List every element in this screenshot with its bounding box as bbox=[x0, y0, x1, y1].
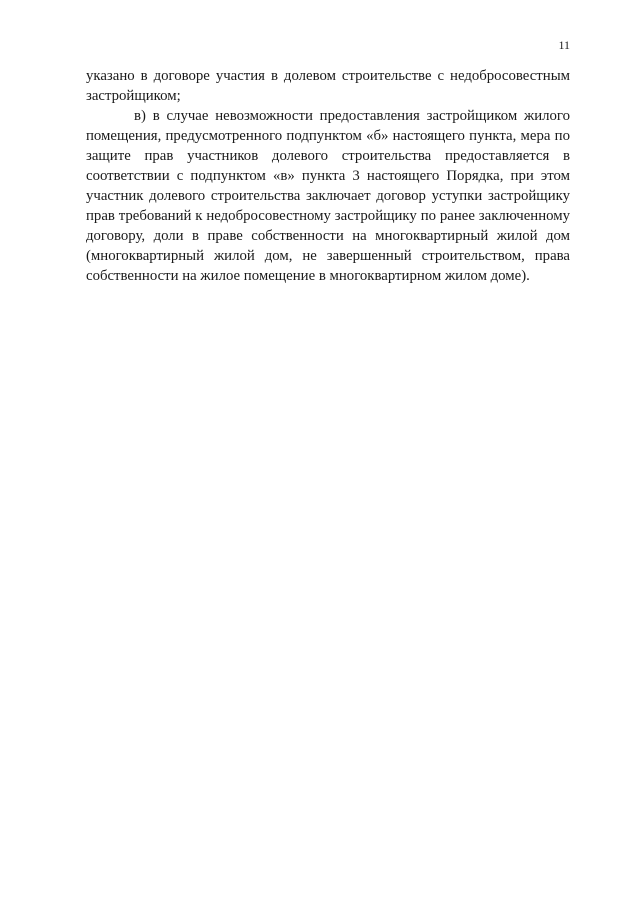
paragraph-item-v: в) в случае невозможности предоставления застройщиком жилого помещения, предусмотренного подпунктом «б» настоящего пункта, мера по защите прав участников долевого строительства предоставляется в соответствии с подпунктом «в» пункта 3 настоящего Порядка, при этом участник долевого строительства заключает договор уступки застройщику прав требований к недобросовестному застройщику по ранее заключенному договору, доли в праве собственности на многоквартирный жилой дом (многоквартирный жилой дом, не завершенный строительством, права собственности на жилое помещение в многоквартирном жилом доме). bbox=[86, 108, 570, 284]
paragraph-continuation: указано в договоре участия в долевом строительстве с недобросовестным застройщиком; bbox=[86, 68, 570, 104]
document-body bbox=[86, 66, 570, 286]
page-number: 11 bbox=[558, 38, 570, 52]
